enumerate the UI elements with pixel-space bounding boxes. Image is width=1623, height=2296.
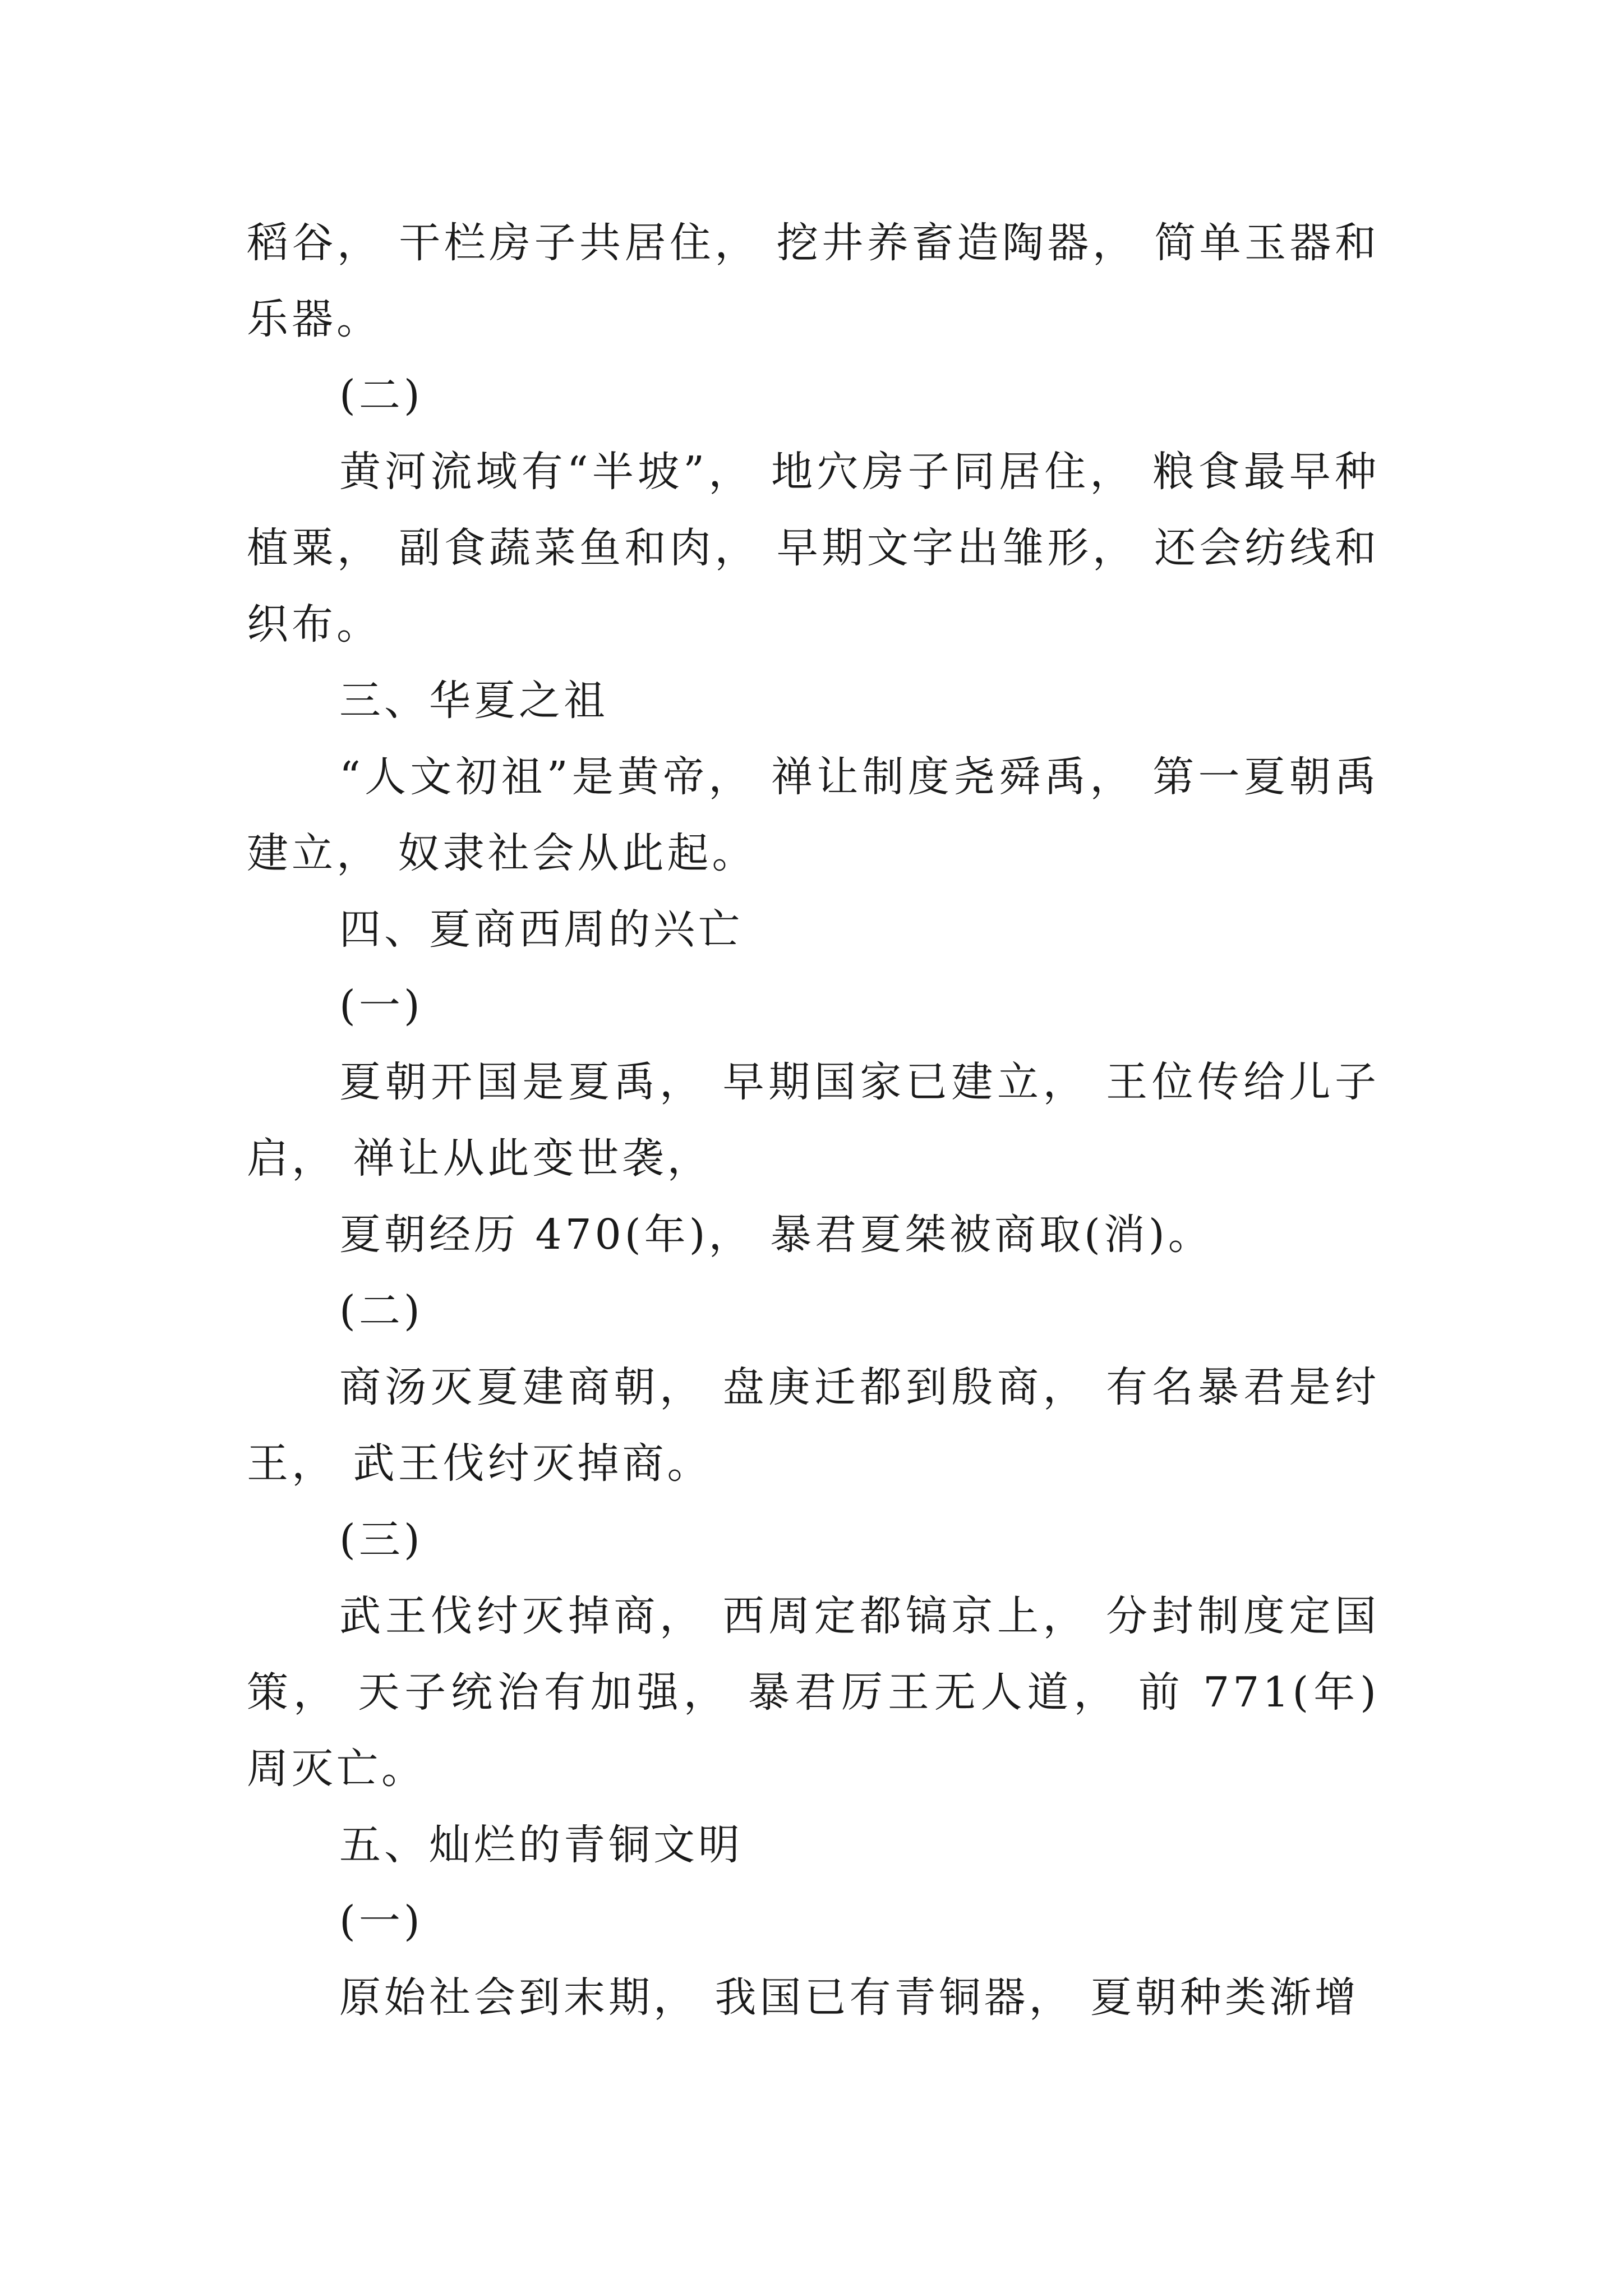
paragraph-rice-continuation: 稻谷， 干栏房子共居住， 挖井养畜造陶器， 简单玉器和乐器。 xyxy=(247,219,1380,343)
paragraph-banpo: 黄河流域有“半坡”， 地穴房子同居住， 粮食最早种植粟， 副食蔬菜鱼和肉， 早期文字出雏形， 还会纺线和织布。 xyxy=(247,448,1380,648)
paragraph-western-zhou: 武王伐纣灭掉商， 西周定都镐京上， 分封制度定国策， 天子统治有加强， 暴君厉王无人道， 前 771(年)周灭亡。 xyxy=(247,1592,1380,1793)
paragraph-xia-founding: 夏朝开国是夏禹， 早期国家已建立， 王位传给儿子启， 禅让从此变世袭， xyxy=(247,1058,1380,1182)
section-heading-xia-shang-zhou: 四、夏商西周的兴亡 xyxy=(339,905,743,954)
subheading-three: (三) xyxy=(339,1516,423,1564)
paragraph-bronze: 原始社会到末期， 我国已有青铜器， 夏朝种类渐增 xyxy=(339,1973,1360,2022)
paragraph-huangdi: “人文初祖”是黄帝， 禅让制度尧舜禹， 第一夏朝禹建立， 奴隶社会从此起。 xyxy=(247,753,1380,877)
subheading-two-b: (二) xyxy=(339,1287,423,1335)
paragraph-shang: 商汤灭夏建商朝， 盘庚迁都到殷商， 有名暴君是纣王， 武王伐纣灭掉商。 xyxy=(247,1363,1380,1488)
section-heading-huaxia: 三、华夏之祖 xyxy=(339,677,608,725)
section-heading-bronze: 五、灿烂的青铜文明 xyxy=(339,1821,743,1869)
subheading-two: (二) xyxy=(339,371,423,420)
subheading-one: (一) xyxy=(339,982,423,1030)
paragraph-xia-duration: 夏朝经历 470(年)， 暴君夏桀被商取(消)。 xyxy=(339,1211,1213,1259)
subheading-one-b: (一) xyxy=(339,1897,423,1945)
document-body xyxy=(247,205,1380,2036)
